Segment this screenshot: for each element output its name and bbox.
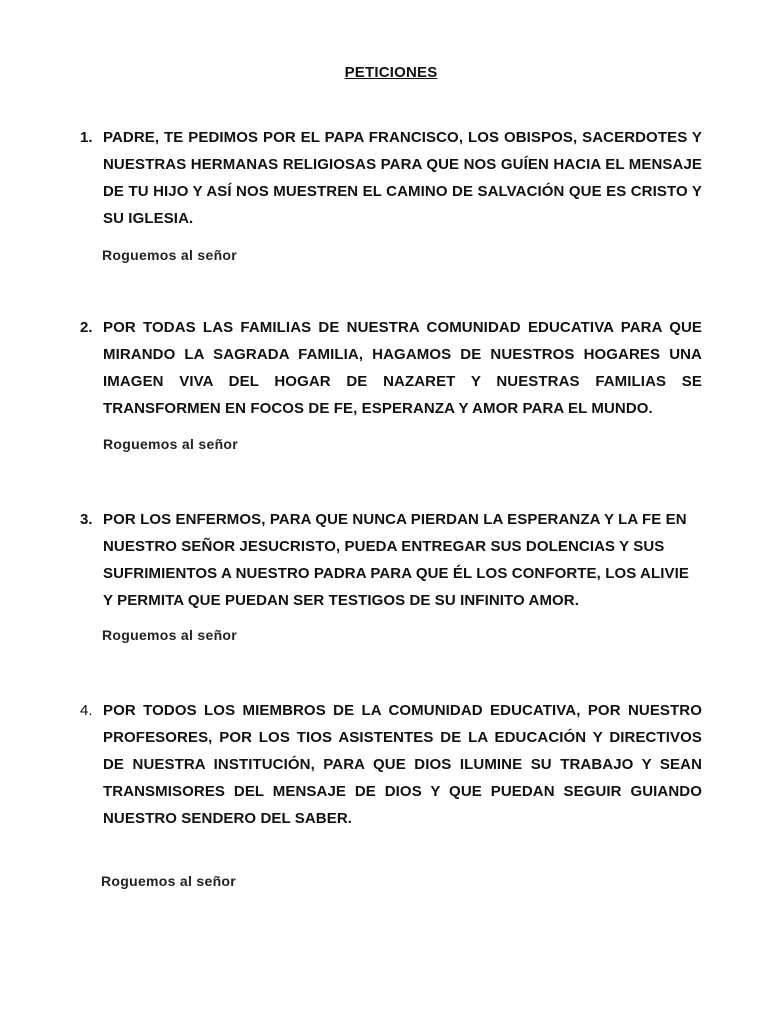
petition-text: POR TODOS LOS MIEMBROS DE LA COMUNIDAD EDUCATIVA, POR NUESTRO PROFESORES, POR LOS TIOS ASISTENTES DE LA EDUCACIÓN Y DIRECTIVOS DE NUESTRA INSTITUCIÓN, PARA QUE DIOS ILUMINE SU TRABAJO Y SEAN TRANSMISORES DEL MENSAJE DE DIOS Y QUE PUEDAN SEGUIR GUIANDO NUESTRO SENDERO DEL SABER. bbox=[103, 702, 702, 827]
petition-response: Roguemos al señor bbox=[101, 873, 237, 889]
petition-response: Roguemos al señor bbox=[103, 436, 239, 452]
petition-text: PADRE, TE PEDIMOS POR EL PAPA FRANCISCO, LOS OBISPOS, SACERDOTES Y NUESTRAS HERMANAS RELIGIOSAS PARA QUE NOS GUÍEN HACIA EL MENSAJE DE TU HIJO Y ASÍ NOS MUESTREN EL CAMINO DE SALVACIÓN QUE ES CRISTO Y SU IGLESIA. bbox=[103, 129, 702, 227]
petition-number: 4. bbox=[80, 702, 93, 719]
petition-number: 3. bbox=[80, 511, 93, 528]
petition-text: POR LOS ENFERMOS, PARA QUE NUNCA PIERDAN LA ESPERANZA Y LA FE EN NUESTRO SEÑOR JESUCRISTO, PUEDA ENTREGAR SUS DOLENCIAS Y SUS SUFRIMIENTOS A NUESTRO PADRA PARA QUE ÉL LOS CONFORTE, LOS ALIVIE Y PERMITA QUE PUEDAN SER TESTIGOS DE SU INFINITO AMOR. bbox=[103, 511, 689, 609]
petition-response: Roguemos al señor bbox=[102, 627, 238, 643]
petition-response: Roguemos al señor bbox=[102, 247, 238, 263]
petition-number: 2. bbox=[80, 319, 93, 336]
petition-number: 1. bbox=[80, 129, 93, 146]
petition-text: POR TODAS LAS FAMILIAS DE NUESTRA COMUNIDAD EDUCATIVA PARA QUE MIRANDO LA SAGRADA FAMILIA, HAGAMOS DE NUESTROS HOGARES UNA IMAGEN VIVA DEL HOGAR DE NAZARET Y NUESTRAS FAMILIAS SE TRANSFORMEN EN FOCOS DE FE, ESPERANZA Y AMOR PARA EL MUNDO. bbox=[103, 319, 702, 417]
page-title: PETICIONES bbox=[344, 64, 438, 81]
